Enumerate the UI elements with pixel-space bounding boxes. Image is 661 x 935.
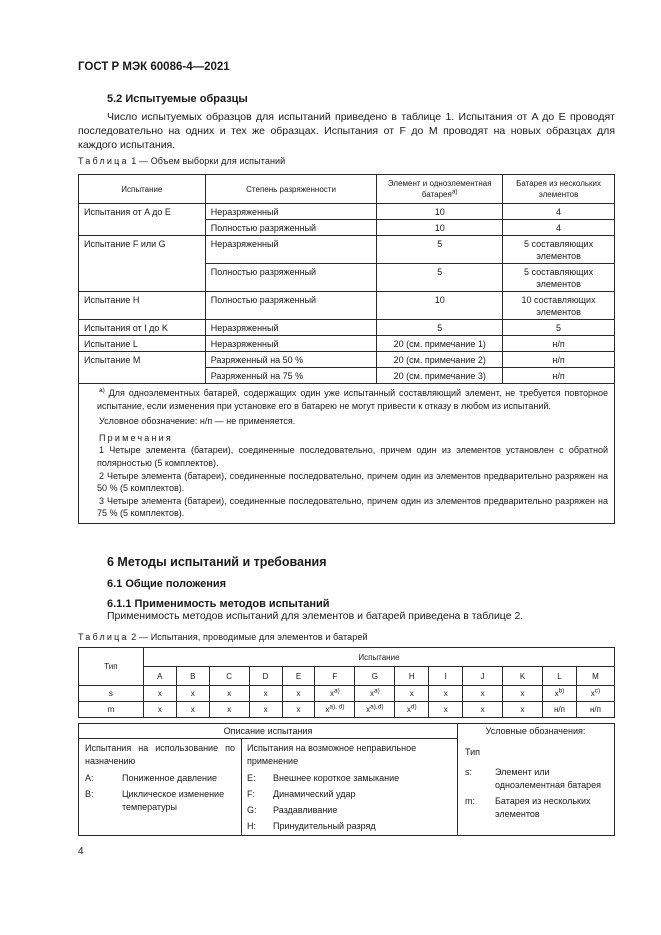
table-row [79, 320, 615, 336]
table2-value: x [330, 689, 335, 698]
legend-item [85, 772, 235, 785]
legend-key: m: [465, 796, 475, 806]
table2-value: x [157, 689, 162, 698]
table2-header-row-2 [79, 667, 615, 686]
table1-test-cell: Испытание H [79, 292, 206, 320]
table2-value: x [227, 689, 232, 698]
table2-value-sup: a) [334, 687, 340, 695]
legend-header: Условные обозначения: [485, 726, 586, 736]
table2-value: x [366, 705, 371, 714]
table2-test-header: Испытание [143, 648, 614, 667]
table2-header-row-1 [79, 648, 615, 667]
footnote-text: Для одноэлементных батарей, содержащих один уже испытанный составляющий элемент, не требуется повторное испытание, если изменения при установке его в батарею не могут привести к отказу в любом из испытаний. [97, 388, 608, 411]
table2-letter-cell: C [209, 667, 249, 686]
table2-value: x [227, 705, 232, 714]
table1-cell-count: 20 (см. примечание 3) [377, 368, 503, 384]
table2-value-cell [576, 702, 614, 718]
section-6-1-title: 6.1 Общие положения [107, 578, 227, 590]
table1-battery-count: н/п [503, 352, 615, 368]
table2-value-cell [395, 686, 429, 702]
legend-col2-title: Испытания на возможное неправильное применение [247, 743, 417, 766]
table2-value-sup: b) [558, 687, 565, 695]
table2-value: x [480, 689, 485, 698]
table1-battery-count: 5 [503, 320, 615, 336]
table2-letter-cell: L [542, 667, 576, 686]
legend-key: s: [465, 767, 473, 777]
legend-value: Принудительный разряд [273, 821, 376, 831]
footnote-mark: a) [99, 387, 105, 394]
table2-type-cell: m [79, 702, 144, 718]
table1-battery-count: н/п [503, 368, 615, 384]
table-row [79, 702, 615, 718]
table1-state-cell: Полностью разряженный [205, 264, 377, 292]
table2-value-cell [542, 702, 576, 718]
table2-value-cell [542, 686, 576, 702]
table2-letter-cell: G [355, 667, 395, 686]
table1-battery-count: 10 составляющих элементов [503, 292, 615, 320]
legend-col3-title: Тип [465, 747, 481, 757]
table1-cell-count: 20 (см. примечание 2) [377, 352, 503, 368]
legend-col-misuse [247, 742, 452, 836]
legend-item [247, 820, 452, 833]
table1-header-cell [205, 175, 377, 204]
table1-notes-title: Примечания [99, 432, 173, 443]
table1-header-text: Батарея из нескольких элементов [516, 179, 602, 199]
table2-value: x [263, 689, 268, 698]
table1-battery-count: 4 [503, 220, 615, 236]
table2-letter-cell: B [176, 667, 209, 686]
table1-battery-count: 5 составляющих элементов [503, 264, 615, 292]
table1-header-cell [377, 175, 503, 204]
table2-letter-cell: K [503, 667, 543, 686]
table2-value: x [590, 689, 595, 698]
table2-value-cell [463, 686, 503, 702]
table2-value-cell [315, 686, 355, 702]
table2-value: x [296, 705, 301, 714]
table2-value: x [369, 689, 374, 698]
legend-item [85, 788, 235, 814]
table-row [79, 352, 615, 368]
table1-state-cell: Неразряженный [205, 236, 377, 264]
table1-cell-count: 10 [377, 204, 503, 220]
table2-value-sup: a) [373, 687, 380, 695]
table2 [78, 647, 615, 718]
legend-divider-2 [457, 724, 458, 836]
table2-value: x [443, 705, 448, 714]
table1-legend: Условное обозначение: н/п — не применяется. [99, 416, 296, 427]
table2-letter-cell: H [395, 667, 429, 686]
table1-footnote [97, 387, 608, 412]
table2-value-cell [143, 702, 176, 718]
legend-item [247, 772, 452, 785]
table2-letter-cell: D [249, 667, 282, 686]
table1-cell-count: 20 (см. примечание 1) [377, 336, 503, 352]
table2-value-cell [176, 686, 209, 702]
legend-item [465, 766, 607, 792]
table2-value-cell [503, 702, 543, 718]
table2-value-cell [355, 686, 395, 702]
table1-state-cell: Полностью разряженный [205, 220, 377, 236]
table1-cell-count: 5 [377, 264, 503, 292]
legend-key: A: [85, 773, 94, 783]
table2-value: н/п [553, 705, 565, 714]
table1-cell-count: 5 [377, 320, 503, 336]
table-row [79, 292, 615, 320]
legend-col-types [465, 746, 607, 824]
table2-value-cell [249, 702, 282, 718]
table2-value-sup: d) [410, 703, 417, 711]
table2-letter-cell: J [463, 667, 503, 686]
legend-key: H: [247, 821, 256, 831]
table2-value: x [443, 689, 448, 698]
section-6-1-1-title: 6.1.1 Применимость методов испытаний [107, 598, 330, 610]
table1-state-cell: Неразряженный [205, 336, 377, 352]
table1-note: 2 Четыре элемента (батареи), соединенные последовательно, причем один из элементов предварительно разряжен на 50 % (5 комплектов). [97, 470, 608, 494]
table1-state-cell: Разряженный на 75 % [205, 368, 377, 384]
table2-letter-cell: I [429, 667, 463, 686]
table2-value: x [406, 705, 411, 714]
table1-header-text: Степень разряженности [246, 184, 336, 194]
table2-value-cell [143, 686, 176, 702]
table1-state-cell: Неразряженный [205, 204, 377, 220]
table2-value-cell [209, 686, 249, 702]
table-row [79, 686, 615, 702]
table1-header-row [79, 175, 615, 204]
table-row [79, 204, 615, 220]
table1-test-cell: Испытания от A до E [79, 204, 206, 236]
legend-value: Внешнее короткое замыкание [273, 773, 400, 783]
table2-letter-cell: A [143, 667, 176, 686]
table-row [79, 336, 615, 352]
legend-key: F: [247, 789, 255, 799]
legend-col1-title: Испытания на использование по назначению [85, 743, 235, 766]
table2-value-cell [429, 702, 463, 718]
legend-value: Циклическое изменение температуры [122, 789, 225, 812]
legend-col-normal-use [85, 742, 235, 817]
table1-test-cell: Испытание M [79, 352, 206, 384]
section-6-1-1-paragraph: Применимость методов испытаний для элементов и батарей приведена в таблице 2. [107, 610, 524, 622]
table1-header-text: Испытание [121, 184, 163, 194]
description-header: Описание испытания [79, 724, 458, 739]
table2-value-cell [429, 686, 463, 702]
legend-key: G: [247, 805, 257, 815]
table2-value: x [263, 705, 268, 714]
legend-divider-1 [241, 738, 242, 836]
table2-value: x [520, 705, 525, 714]
legend-item [247, 804, 452, 817]
table1-test-cell: Испытание L [79, 336, 206, 352]
table2-value-sup: c) [594, 687, 601, 695]
table2-value-cell [282, 702, 315, 718]
table2-value-cell [209, 702, 249, 718]
table1-cell-count: 10 [377, 220, 503, 236]
section-6-title: 6 Методы испытаний и требования [107, 555, 327, 569]
table2-value-sup: a),d) [370, 703, 384, 711]
table1-note: 3 Четыре элемента (батареи), соединенные последовательно, причем один из элементов предварительно разряжен на 75 % (5 комплектов). [97, 495, 608, 519]
table1-header-cell [79, 175, 206, 204]
legend-item [465, 795, 607, 821]
table2-value: x [296, 689, 301, 698]
table2-value: x [554, 689, 559, 698]
page-number: 4 [78, 846, 84, 857]
table1-battery-count: 5 составляющих элементов [503, 236, 615, 264]
table2-value-cell [315, 702, 355, 718]
table2-value: н/п [589, 705, 601, 714]
table2-value: x [325, 705, 330, 714]
table1-cell-count: 5 [377, 236, 503, 264]
table2-value-cell [282, 686, 315, 702]
table2-value: x [409, 689, 414, 698]
legend-value: Элемент или одноэлементная батарея [495, 767, 601, 790]
table1-header-sup: a) [451, 188, 458, 196]
table1-battery-count: 4 [503, 204, 615, 220]
table2-value-cell [503, 686, 543, 702]
table1 [78, 174, 615, 524]
legend-value: Пониженное давление [122, 773, 218, 783]
document-header: ГОСТ Р МЭК 60086-4—2021 [78, 61, 230, 73]
table2-letter-cell: E [282, 667, 315, 686]
legend-key: E: [247, 773, 256, 783]
table2-value-sup: a), d) [329, 703, 345, 711]
table2-value-cell [576, 686, 614, 702]
table1-battery-count: н/п [503, 336, 615, 352]
table2-caption: Таблица 2 — Испытания, проводимые для элементов и батарей [78, 632, 368, 642]
table2-value: x [480, 705, 485, 714]
table2-letter-cell: M [576, 667, 614, 686]
table2-legend-box [78, 723, 615, 836]
legend-value: Раздавливание [273, 805, 338, 815]
table1-header-cell [503, 175, 615, 204]
table1-test-cell: Испытание F или G [79, 236, 206, 292]
table1-test-cell: Испытания от I до K [79, 320, 206, 336]
table2-value-cell [176, 702, 209, 718]
table2-value-cell [249, 686, 282, 702]
table2-value-cell [463, 702, 503, 718]
table1-note: 1 Четыре элемента (батареи), соединенные последовательно, причем один из элементов установлен с обратной полярностью (5 комплектов). [97, 445, 608, 468]
legend-item [247, 788, 452, 801]
table-row [79, 236, 615, 264]
table1-cell-count: 10 [377, 292, 503, 320]
section-5-2-paragraph: Число испытуемых образцов для испытаний приведено в таблице 1. Испытания от A до E проводят последовательно на одних и тех же образцах. Испытания от F до M проводят на новых образцах для каждого испытания. [78, 111, 615, 151]
table1-caption: Таблица 1 — Объем выборки для испытаний [78, 156, 286, 166]
table2-type-header: Тип [79, 648, 144, 686]
table1-state-cell: Разряженный на 50 % [205, 352, 377, 368]
table1-state-cell: Неразряженный [205, 320, 377, 336]
table1-notes-row [79, 384, 615, 524]
table2-letter-cell: F [315, 667, 355, 686]
legend-value: Батарея из нескольких элементов [495, 796, 591, 819]
table2-value: x [190, 705, 195, 714]
table1-state-cell: Полностью разряженный [205, 292, 377, 320]
table2-value-cell [355, 702, 395, 718]
legend-key: B: [85, 789, 94, 799]
table2-value: x [520, 689, 525, 698]
table2-type-cell: s [79, 686, 144, 702]
table2-value: x [157, 705, 162, 714]
table1-notes-cell [79, 384, 615, 524]
legend-value: Динамический удар [273, 789, 356, 799]
table1-header-text: Элемент и одноэлементная батарея [387, 179, 492, 199]
table2-value-cell [395, 702, 429, 718]
section-5-2-title: 5.2 Испытуемые образцы [107, 93, 248, 105]
table2-value: x [190, 689, 195, 698]
